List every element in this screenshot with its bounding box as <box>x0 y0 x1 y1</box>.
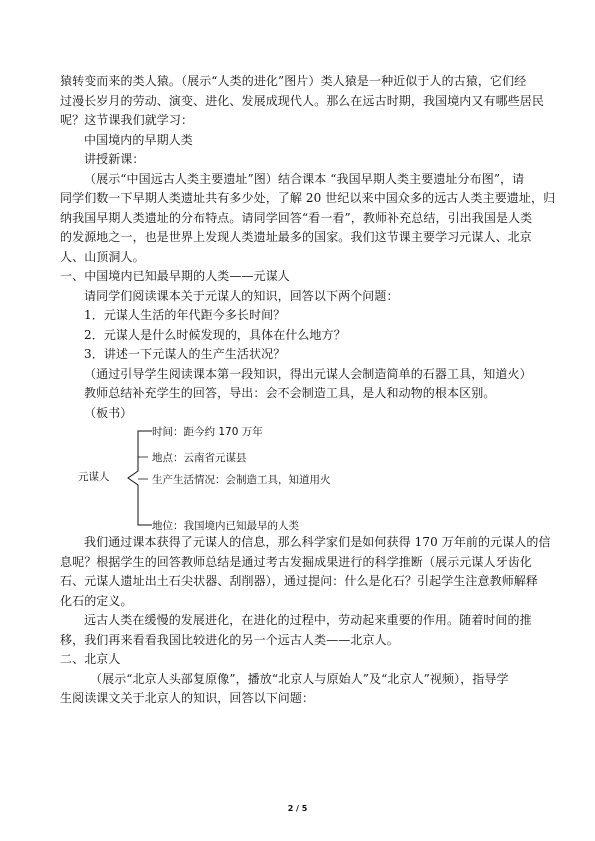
brace <box>128 431 152 525</box>
text-line: 纳我国早期人类遗址的分布特点。请同学回答“看一看”，教师补充总结，引出我国是人类 <box>60 210 533 225</box>
board-time: 时间：距今约 170 万年 <box>152 426 263 438</box>
text-line: （展示“北京人头部复原像”，播放“北京人与原始人”及“北京人”视频），指导学 <box>90 671 509 686</box>
question-item: 3．讲述一下元谋人的生产生活状况？ <box>84 347 286 361</box>
text-line: 石、元谋人遗址出土石尖状器、刮削器），通过提问：什么是化石？引起学生注意教师解释 <box>60 574 539 588</box>
text-line: 远古人类在缓慢的发展进化，在进化的过程中，劳动起来重要的作用。随着时间的推 <box>84 613 532 627</box>
text-line: 生阅读课文关于北京人的知识，回答以下问题： <box>60 691 315 705</box>
board-life: 生产生活情况：会制造工具，知道用火 <box>152 474 331 486</box>
text-line: （展示“中国远古人类主要遗址”图）结合课本 “我国早期人类主要遗址分布图”，请 <box>84 171 525 186</box>
page-number: 2 / 5 <box>287 804 308 813</box>
section-heading: 中国境内的早期人类 <box>84 132 193 147</box>
section-heading: 一、中国境内已知最早期的人类——元谋人 <box>60 269 290 283</box>
text-line: 教师总结补充学生的回答，导出：会不会制造工具，是人和动物的根本区别。 <box>84 386 496 400</box>
text-line: （通过引导学生阅读课本第一段知识，得出元谋人会制造简单的石器工具，知道火） <box>84 366 532 381</box>
text-line: （板书） <box>84 405 133 420</box>
question-item: 2．元谋人是什么时候发现的，具体在什么地方？ <box>84 327 346 342</box>
text-line: 的发源地之一，也是世界上发现人类遗址最多的国家。我们这节课主要学习元谋人、北京 <box>60 230 532 244</box>
question-item: 1．元谋人生活的年代距今多长时间？ <box>84 308 286 322</box>
text-line: 过漫长岁月的劳动、演变、进化、发展成现代人。那么在远古时期，我国境内又有哪些居民 <box>60 93 545 108</box>
text-line: 化石的定义。 <box>60 593 133 608</box>
text-line: 猿转变而来的类人猿。（展示“人类的进化”图片）类人猿是一种近似于人的古猿，它们经 <box>60 74 527 88</box>
text-line: 移，我们再来看看我国比较进化的另一个远古人类——北京人。 <box>60 632 399 647</box>
text-line: 同学们数一下早期人类遗址共有多少处，了解 20 世纪以来中国众多的远古人类主要遗址，归 <box>60 191 556 205</box>
brace-tick <box>138 457 148 479</box>
text-line: 人、山顶洞人。 <box>60 249 145 264</box>
board-status: 地位：我国境内已知最早的人类 <box>152 520 299 532</box>
text-line: 我们通过课本获得了元谋人的信息，那么科学家们是如何获得 170 万年前的元谋人的信 <box>84 535 551 549</box>
board-place: 地点：云南省元谋县 <box>152 452 247 464</box>
text-line: 息呢？根据学生的回答教师总结是通过考古发掘成果进行的科学推断（展示元谋人牙齿化 <box>60 554 532 569</box>
text-line: 呢？这节课我们就学习： <box>60 113 194 127</box>
section-heading: 二、北京人 <box>60 652 121 666</box>
board-center: 元谋人 <box>78 471 110 483</box>
text-line: 讲授新课： <box>84 152 145 166</box>
blackboard-diagram <box>60 423 538 533</box>
text-line: 请同学们阅读课本关于元谋人的知识，回答以下两个问题： <box>84 288 399 303</box>
document-body <box>60 72 556 709</box>
